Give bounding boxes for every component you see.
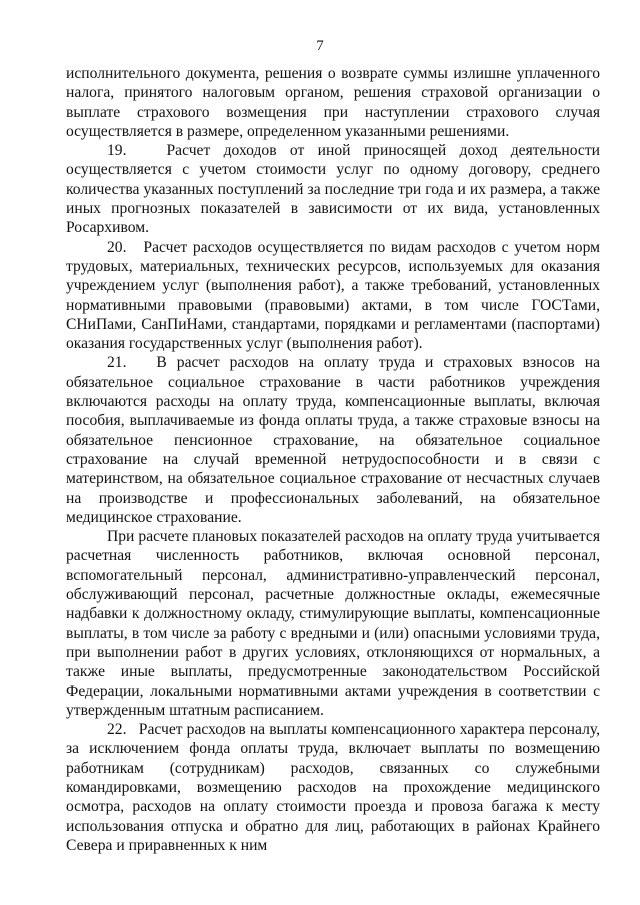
paragraph-21-planning: При расчете плановых показателей расходов на оплату труда учитывается расчетная численность работников, включая основной персонал, вспомогательный персонал, административно-управленческий персонал, обслуживающий персонал, расчетные должностные оклады, ежемесячные надбавки к должностному окладу, стимулирующие выплаты, компенсационные выплаты, в том числе за работу с вредными и (или) опасными условиями труда, при выполнении работ в других условиях, отклоняющихся от нормальных, а также иные выплаты, предусмотренные законодательством Российской Федерации, локальными нормативными актами учреждения в соответствии с утвержденным штатным расписанием.	[66, 528, 600, 719]
paragraph-22: 22. Расчет расходов на выплаты компенсационного характера персоналу, за исключением фонда оплаты труда, включает выплаты по возмещению работникам (сотрудникам) расходов, связанных со служебными командировками, возмещению расходов на прохождение медицинского осмотра, расходов на оплату стоимости проезда и провоза багажа к месту использования отпуска и обратно для лиц, работающих в районах Крайнего Севера и приравненных к ним	[66, 721, 600, 854]
paragraph-continuation: исполнительного документа, решения о возврате суммы излишне уплаченного налога, принятого налоговым органом, решения страховой организации о выплате страхового возмещения при наступлении страхового случая осуществляется в размере, определенном указанными решениями.	[66, 65, 600, 140]
paragraph-20: 20. Расчет расходов осуществляется по видам расходов с учетом норм трудовых, материальных, технических ресурсов, используемых для оказания учреждением услуг (выполнения работ), а также требований, установленных нормативными правовыми (правовыми) актами, в том числе ГОСТами, СНиПами, СанПиНами, стандартами, порядками и регламентами (паспортами) оказания государственных услуг (выполнения работ).	[66, 238, 600, 353]
paragraph-21: 21. В расчет расходов на оплату труда и страховых взносов на обязательное социальное страхование в части работников учреждения включаются расходы на оплату труда, компенсационные выплаты, включая пособия, выплачиваемые из фонда оплаты труда, а также страховые взносы на обязательное пенсионное страхование, на обязательное социальное страхование на случай временной нетрудоспособности и в связи с материнством, на обязательное социальное страхование от несчастных случаев на производстве и профессиональных заболеваний, на обязательное медицинское страхование.	[66, 354, 600, 526]
document-body	[66, 64, 600, 855]
page-number: 7	[316, 38, 324, 54]
paragraph-19: 19. Расчет доходов от иной приносящей доход деятельности осуществляется с учетом стоимости услуг по одному договору, среднего количества указанных поступлений за последние три года и их размера, а также иных прогнозных показателей в зависимости от их вида, установленных Росархивом.	[66, 142, 600, 237]
